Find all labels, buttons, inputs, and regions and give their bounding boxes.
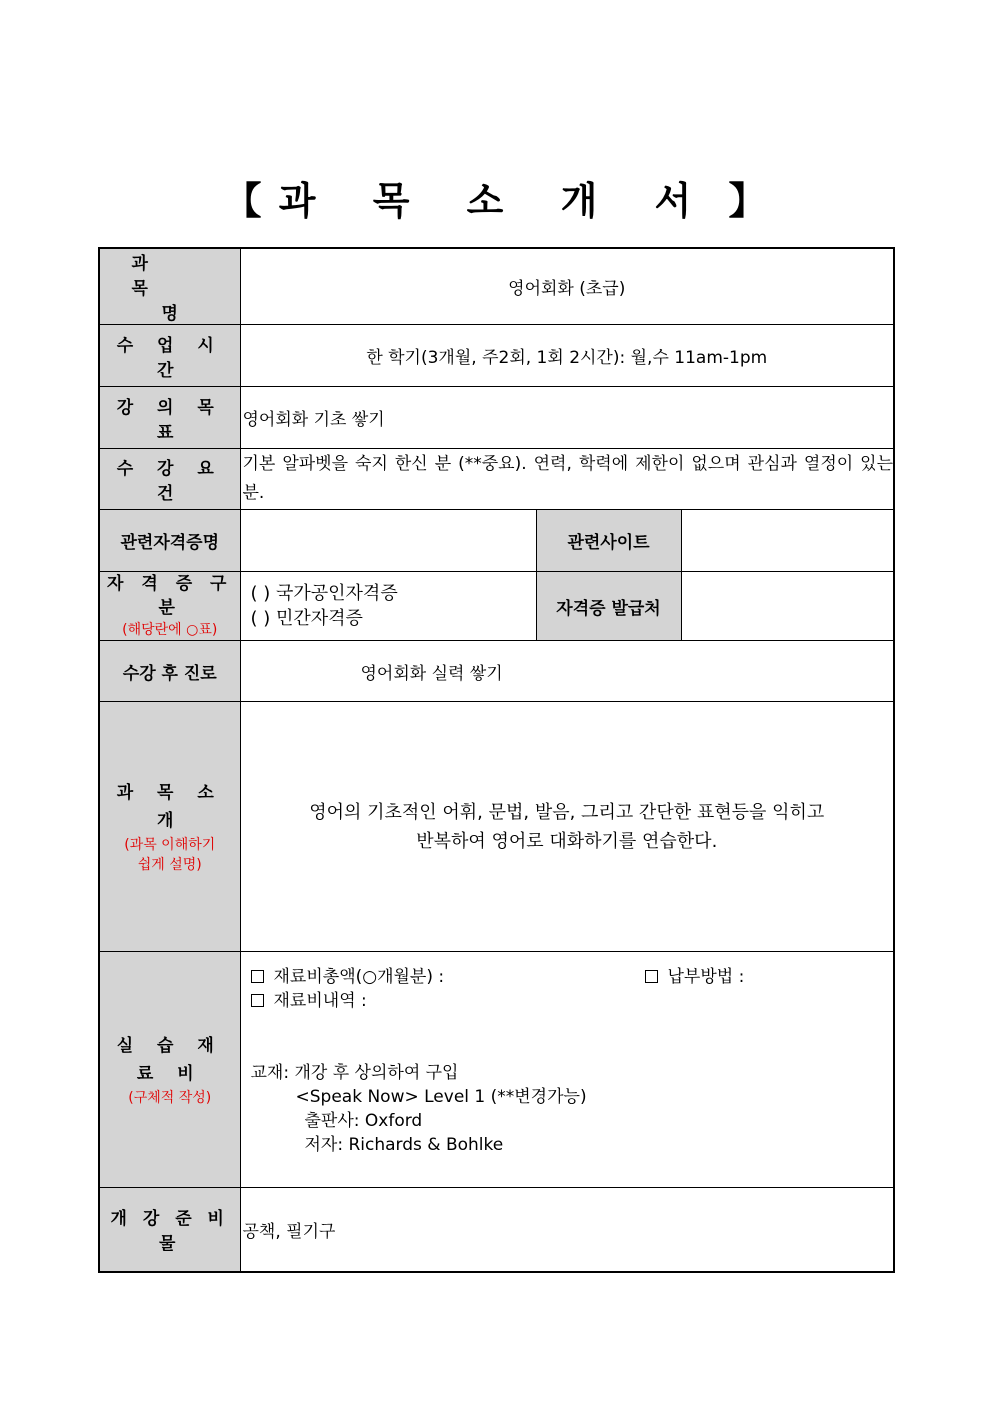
title-bracket-open: 【 [223, 179, 264, 223]
page-title [0, 170, 992, 225]
career-label: 수강 후 진로 [99, 641, 240, 702]
publisher-line: 출판사: Oxford [304, 1111, 423, 1131]
textbook-line: 교재: 개강 후 상의하여 구입 [250, 1063, 459, 1083]
certificate-value[interactable] [240, 510, 536, 572]
book-title-line: <Speak Now> Level 1 (**변경가능) [295, 1087, 587, 1107]
preparation-label: 개 강 준 비 물 [99, 1188, 240, 1272]
class-time-value[interactable]: 한 학기(3개월, 주2회, 1회 2시간): 월,수 11am-1pm [240, 325, 894, 387]
author-line: 저자: Richards & Bohlke [304, 1135, 504, 1155]
row-preparation [99, 1188, 894, 1272]
preparation-value[interactable]: 공책, 필기구 [240, 1188, 894, 1272]
row-requirements [99, 449, 894, 510]
intro-note: (과목 이해하기 쉽게 설명) [124, 836, 216, 873]
requirements-value[interactable]: 기본 알파벳을 숙지 한신 분 (**중요). 연력, 학력에 제한이 없으며 관심과 열정이 있는 분. [240, 449, 894, 510]
national-cert-option[interactable]: ( ) 국가공인자격증 [250, 583, 398, 604]
row-career [99, 641, 894, 702]
payment-method: 납부방법 : [645, 962, 745, 987]
goal-value[interactable]: 영어회화 기초 쌓기 [240, 387, 894, 449]
requirements-label: 수 강 요 건 [99, 449, 240, 510]
materials-label: 실 습 재 료 비 (구체적 작성) [99, 952, 240, 1188]
related-site-value[interactable] [681, 510, 894, 572]
row-class-time [99, 325, 894, 387]
row-cert-type [99, 572, 894, 641]
intro-line-2: 반복하여 영어로 대화하기를 연습한다. [416, 830, 718, 852]
intro-value[interactable] [240, 702, 894, 952]
certificate-label: 관련자격증명 [99, 510, 240, 572]
checkbox-icon[interactable] [645, 970, 658, 983]
row-goal [99, 387, 894, 449]
intro-line-1: 영어의 기초적인 어휘, 문법, 발음, 그리고 간단한 표현등을 익히고 [309, 801, 825, 823]
materials-value[interactable] [240, 952, 894, 1188]
checkbox-icon[interactable] [251, 970, 264, 983]
subject-value[interactable]: 영어회화 (초급) [240, 248, 894, 325]
cert-type-label: 자 격 증 구 분 (해당란에 ○표) [99, 572, 240, 641]
intro-label: 과 목 소 개 (과목 이해하기 쉽게 설명) [99, 702, 240, 952]
cert-type-options [240, 572, 536, 641]
checkbox-icon[interactable] [251, 994, 264, 1007]
private-cert-option[interactable]: ( ) 민간자격증 [250, 608, 363, 629]
cert-type-note: (해당란에 ○표) [122, 622, 218, 638]
issuer-label: 자격증 발급처 [536, 572, 681, 641]
row-subject [99, 248, 894, 325]
materials-note: (구체적 작성) [128, 1089, 212, 1106]
class-time-label: 수 업 시 간 [99, 325, 240, 387]
issuer-value[interactable] [681, 572, 894, 641]
row-intro [99, 702, 894, 952]
goal-label: 강 의 목 표 [99, 387, 240, 449]
title-text: 과 목 소 개 서 [278, 179, 714, 223]
course-info-table [98, 247, 895, 1273]
career-value[interactable]: 영어회화 실력 쌓기 [240, 641, 894, 702]
materials-details: 재료비내역 : [251, 986, 367, 1011]
row-materials [99, 952, 894, 1188]
related-site-label: 관련사이트 [536, 510, 681, 572]
subject-label: 과 목 명 [99, 248, 240, 325]
materials-total: 재료비총액(○개월분) : [251, 962, 445, 987]
title-bracket-close: 】 [728, 179, 769, 223]
row-certificate [99, 510, 894, 572]
